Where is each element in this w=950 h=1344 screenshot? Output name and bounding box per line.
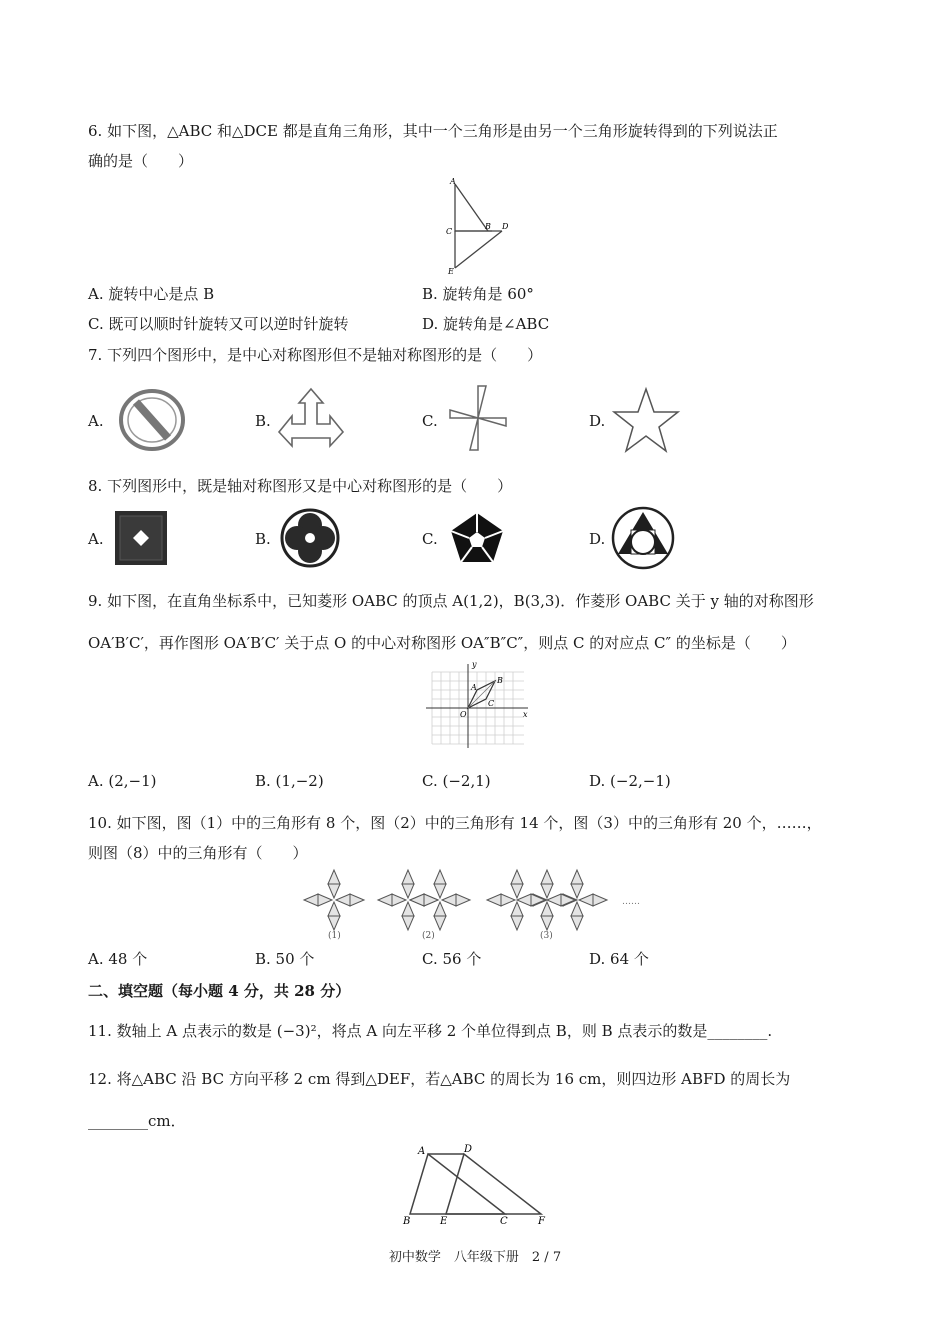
q9-option-b[interactable]: B. (1,−2) [255,772,324,790]
q10-option-d[interactable]: D. 64 个 [589,950,649,968]
q12-label-e: E [440,1216,448,1227]
q12-label-f: F [538,1216,545,1227]
q6-label-a: A [450,177,456,186]
q8-option-d[interactable]: D. [589,530,606,548]
q10-text: 10. 如下图，图（1）中的三角形有 8 个，图（2）中的三角形有 14 个，图（3）中的三角形有 20 个，……， [88,814,822,832]
q9-label-x: x [523,710,528,719]
q6-figure [440,176,520,276]
q7-option-c[interactable]: C. [422,412,438,430]
q9-text-2: OA′B′C′，再作图形 OA′B′C′ 关于点 O 的中心对称图形 OA″B″C″，则点 C 的对应点 C″ 的坐标是（ ） [88,634,796,652]
four-petal-circle-icon [280,508,340,568]
q10-label-3: (3) [540,931,553,941]
page-footer: 初中数学 八年级下册 2 / 7 [388,1250,562,1265]
q9-label-b: B [497,676,503,685]
q12-text: 12. 将△ABC 沿 BC 方向平移 2 cm 得到△DEF，若△ABC 的周长为 16 cm，则四边形 ABFD 的周长为 [88,1070,791,1088]
q6-text-2: 确的是（ ） [88,152,194,170]
q12-label-d: D [464,1144,473,1155]
q12-label-a: A [418,1146,426,1157]
q10-label-1: (1) [328,931,341,941]
q9-label-a: A [471,683,477,692]
q9-label-y: y [472,660,477,669]
three-way-arrow-icon [276,386,346,452]
q8-text: 8. 下列图形中，既是轴对称图形又是中心对称图形的是（ ） [88,477,513,495]
q10-option-b[interactable]: B. 50 个 [255,950,315,968]
q9-coordinate-grid [424,660,534,750]
q12-translation-figure [400,1142,560,1228]
q10-label-2: (2) [422,931,435,941]
q12-label-c: C [500,1216,508,1227]
q6-option-c[interactable]: C. 既可以顺时针旋转又可以逆时针旋转 [88,315,349,333]
q6-option-b[interactable]: B. 旋转角是 60° [422,285,534,303]
q8-option-c[interactable]: C. [422,530,438,548]
q12-text-2: ________cm． [88,1112,186,1130]
section-fill-in-blank-heading: 二、填空题（每小题 4 分，共 28 分） [88,982,351,1000]
q9-label-c: C [488,699,495,708]
q9-text: 9. 如下图，在直角坐标系中，已知菱形 OABC 的顶点 A(1,2)，B(3,3)．作菱形 OABC 关于 y 轴的对称图形 [88,592,814,610]
q6-label-e: E [448,267,454,276]
q7-option-d[interactable]: D. [589,412,606,430]
q8-option-b[interactable]: B. [255,530,271,548]
q6-text: 6. 如下图，△ABC 和△DCE 都是直角三角形，其中一个三角形是由另一个三角形旋转得到的下列说法正 [88,122,778,140]
triangle-in-circle-icon [611,506,675,570]
pentagon-flower-icon [448,510,506,566]
q7-text: 7. 下列四个图形中，是中心对称图形但不是轴对称图形的是（ ） [88,346,543,364]
q12-label-b: B [403,1216,411,1227]
star-icon [611,386,681,454]
q6-label-c: C [446,227,453,236]
q6-label-b: B [485,222,491,231]
q7-option-b[interactable]: B. [255,412,271,430]
q9-label-o: O [460,710,467,719]
q6-option-a[interactable]: A. 旋转中心是点 B [88,285,215,303]
no-entry-sign-icon [118,388,186,452]
q10-ellipsis: …… [622,897,640,907]
pinwheel-icon [446,382,510,454]
square-tile-icon [114,510,168,566]
q11-text: 11. 数轴上 A 点表示的数是 (−3)²，将点 A 向左平移 2 个单位得到点 B，则 B 点表示的数是________. [88,1022,773,1040]
q6-label-d: D [502,222,509,231]
q10-text-2: 则图（8）中的三角形有（ ） [88,844,308,862]
q9-option-d[interactable]: D. (−2,−1) [589,772,671,790]
q10-triangle-pattern-figures [300,868,660,942]
q9-option-c[interactable]: C. (−2,1) [422,772,491,790]
q7-option-a[interactable]: A. [88,412,104,430]
q6-option-d[interactable]: D. 旋转角是∠ABC [422,315,550,333]
q10-option-a[interactable]: A. 48 个 [88,950,148,968]
q8-option-a[interactable]: A. [88,530,104,548]
q10-option-c[interactable]: C. 56 个 [422,950,482,968]
q9-option-a[interactable]: A. (2,−1) [88,772,157,790]
